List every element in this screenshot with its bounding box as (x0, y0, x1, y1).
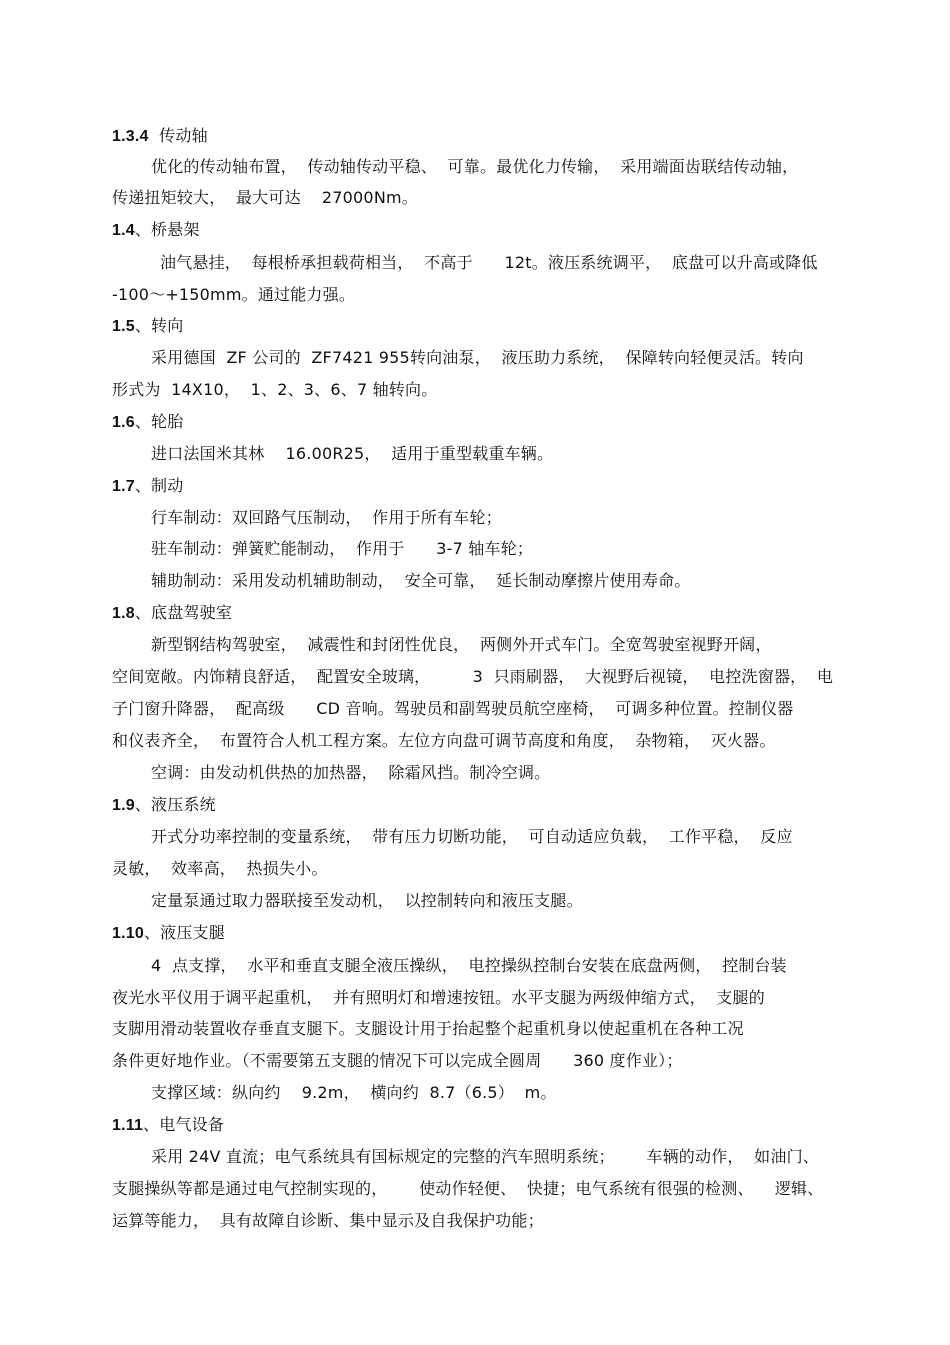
paragraph-line: 形式为 14X10， 1、2、3、6、7 轴转向。 (112, 380, 438, 399)
section-number: 1.5 (112, 318, 135, 335)
section-heading-1-4 (112, 220, 200, 241)
section-heading-1-8 (112, 603, 232, 624)
section-title: 、制动 (134, 476, 184, 495)
paragraph-line: 支腿操纵等都是通过电气控制实现的， 使动作轻便、 快捷；电气系统有很强的检测、 逻辑、 (112, 1179, 824, 1198)
paragraph-line: 支撑区域：纵向约 9.2m， 横向约 8.7（6.5） m。 (151, 1083, 557, 1102)
section-title: 传动轴 (148, 126, 208, 145)
section-title: 、液压系统 (134, 795, 216, 814)
paragraph-line: 辅助制动：采用发动机辅助制动， 安全可靠， 延长制动摩擦片使用寿命。 (151, 571, 691, 590)
section-title: 、电气设备 (143, 1115, 225, 1134)
paragraph-line: 油气悬挂， 每根桥承担载荷相当， 不高于 12t。液压系统调平， 底盘可以升高或降低 (160, 253, 818, 272)
paragraph-line: 空调：由发动机供热的加热器， 除霜风挡。制冷空调。 (151, 763, 551, 782)
paragraph-line: 采用 24V 直流；电气系统具有国标规定的完整的汽车照明系统； 车辆的动作， 如油门、 (151, 1147, 819, 1166)
section-title: 、底盘驾驶室 (134, 603, 233, 622)
paragraph-line: 行车制动：双回路气压制动， 作用于所有车轮； (151, 508, 502, 527)
paragraph-line: 传递扭矩较大， 最大可达 27000Nm。 (112, 188, 418, 207)
paragraph-line: 优化的传动轴布置， 传动轴传动平稳、 可靠。最优化力传输， 采用端面齿联结传动轴， (151, 157, 799, 176)
section-number: 1.11 (112, 1117, 144, 1134)
paragraph-line: 支脚用滑动装置收存垂直支腿下。支腿设计用于抬起整个起重机身以使起重机在各种工况 (112, 1019, 744, 1038)
paragraph-line: 进口法国米其林 16.00R25， 适用于重型载重车辆。 (151, 444, 554, 463)
paragraph-line: 开式分功率控制的变量系统， 带有压力切断功能， 可自动适应负载， 工作平稳， 反应 (151, 827, 793, 846)
section-number: 1.3.4 (112, 128, 149, 145)
section-title: 、轮胎 (134, 412, 184, 431)
paragraph-line: 运算等能力， 具有故障自诊断、集中显示及自我保护功能； (112, 1211, 544, 1230)
paragraph-line: 空间宽敞。内饰精良舒适， 配置安全玻璃， 3 只雨刷器， 大视野后视镜， 电控洗窗器， 电 (112, 667, 834, 686)
section-number: 1.6 (112, 414, 135, 431)
section-number: 1.4 (112, 222, 135, 239)
paragraph-line: 采用德国 ZF 公司的 ZF7421 955转向油泵， 液压助力系统， 保障转向轻便灵活。转向 (151, 348, 804, 367)
paragraph-line: 和仪表齐全， 布置符合人机工程方案。左位方向盘可调节高度和角度， 杂物箱， 灭火器。 (112, 731, 776, 750)
paragraph-line: 子门窗升降器， 配高级 CD 音响。驾驶员和副驾驶员航空座椅， 可调多种位置。控制仪器 (112, 699, 794, 718)
paragraph-line: 新型钢结构驾驶室， 减震性和封闭性优良， 两侧外开式车门。全宽驾驶室视野开阔， (151, 635, 772, 654)
section-title: 、液压支腿 (143, 923, 225, 942)
section-heading-1-9 (112, 795, 216, 816)
paragraph-line: 条件更好地作业。（不需要第五支腿的情况下可以完成全圆周 360 度作业）； (112, 1051, 683, 1070)
section-heading-1-10 (112, 923, 225, 944)
paragraph-line: -100～+150mm。通过能力强。 (112, 285, 356, 304)
section-number: 1.8 (112, 605, 135, 622)
paragraph-line: 灵敏， 效率高， 热损失小。 (112, 859, 328, 878)
section-number: 1.7 (112, 478, 135, 495)
paragraph-line: 定量泵通过取力器联接至发动机， 以控制转向和液压支腿。 (151, 891, 583, 910)
paragraph-line: 4 点支撑， 水平和垂直支腿全液压操纵， 电控操纵控制台安装在底盘两侧， 控制台装 (151, 956, 787, 975)
section-title: 、转向 (134, 316, 184, 335)
section-heading-1-6 (112, 412, 183, 433)
paragraph-line: 驻车制动：弹簧贮能制动， 作用于 3-7 轴车轮； (151, 539, 534, 558)
section-heading-1-7 (112, 476, 183, 497)
section-heading-1-11 (112, 1115, 224, 1136)
section-number: 1.10 (112, 925, 144, 942)
section-heading-1-3-4 (112, 126, 208, 147)
section-title: 、桥悬架 (134, 220, 200, 239)
paragraph-line: 夜光水平仪用于调平起重机， 并有照明灯和增速按钮。水平支腿为两级伸缩方式， 支腿的 (112, 988, 765, 1007)
section-heading-1-5 (112, 316, 183, 337)
section-number: 1.9 (112, 797, 135, 814)
